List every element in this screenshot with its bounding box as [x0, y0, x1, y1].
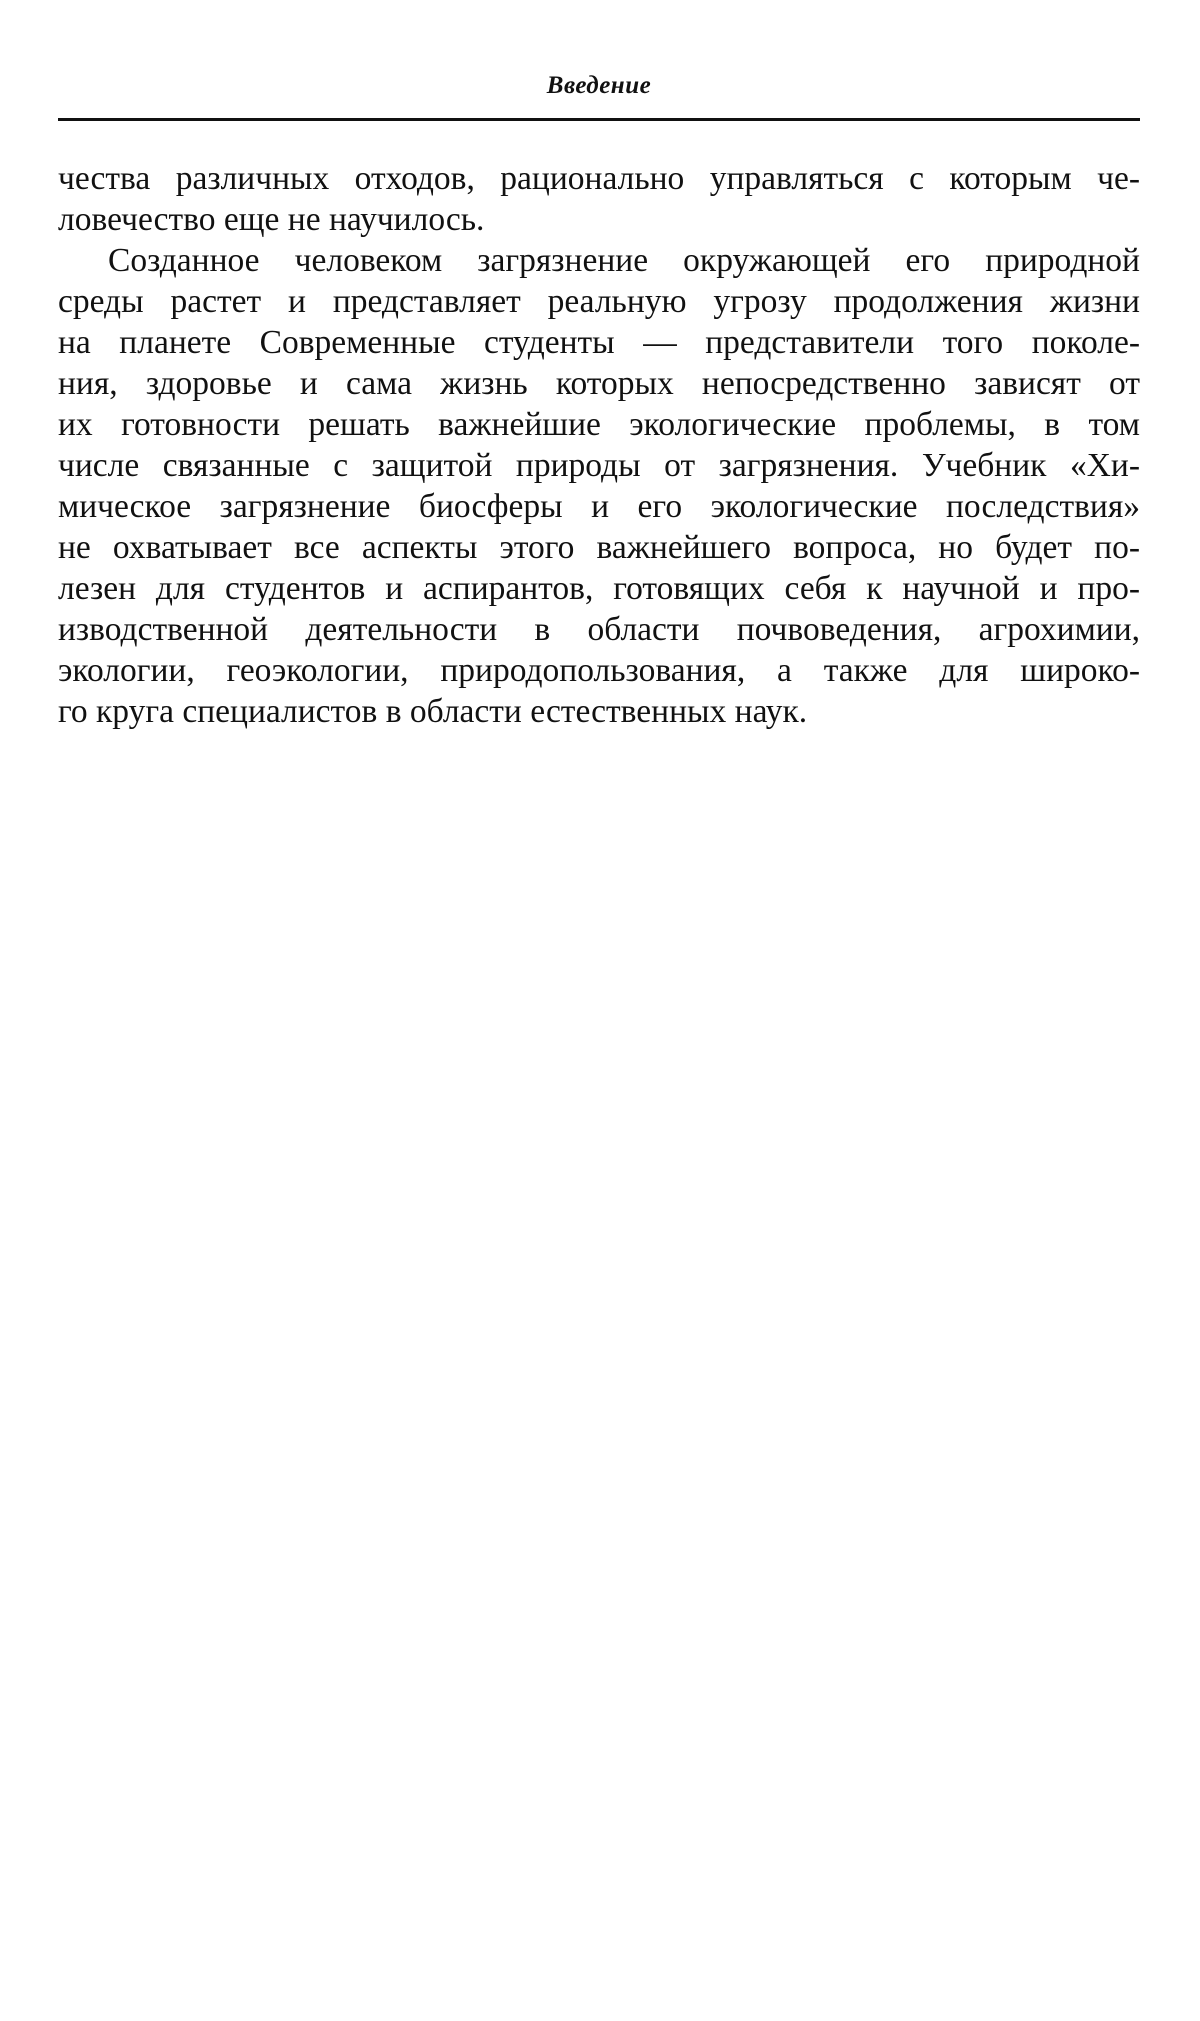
- text-line: на планете Современные студенты — представители того поколе-: [58, 324, 1140, 361]
- text-line: не охватывает все аспекты этого важнейшего вопроса, но будет по-: [58, 529, 1140, 566]
- text-line: лезен для студентов и аспирантов, готовящих себя к научной и про-: [58, 570, 1140, 607]
- text-line: ловечество еще не научилось.: [58, 201, 485, 238]
- text-line: числе связанные с защитой природы от загрязнения. Учебник «Хи-: [58, 447, 1140, 484]
- text-line: Созданное человеком загрязнение окружающей его природной: [108, 242, 1140, 279]
- text-line: го круга специалистов в области естественных наук.: [58, 693, 808, 730]
- header-rule: [58, 118, 1140, 121]
- text-line: их готовности решать важнейшие экологические проблемы, в том: [58, 406, 1140, 443]
- text-line: изводственной деятельности в области почвоведения, агрохимии,: [58, 611, 1140, 648]
- text-line: ния, здоровье и сама жизнь которых непосредственно зависят от: [58, 365, 1140, 402]
- running-head: Введение: [546, 72, 652, 99]
- text-line: мическое загрязнение биосферы и его экологические последствия»: [58, 488, 1140, 525]
- text-line: чества различных отходов, рационально управляться с которым че-: [58, 160, 1140, 197]
- text-line: среды растет и представляет реальную угрозу продолжения жизни: [58, 283, 1140, 320]
- text-line: экологии, геоэкологии, природопользования, а также для широко-: [58, 652, 1140, 689]
- body-text: [58, 158, 1140, 732]
